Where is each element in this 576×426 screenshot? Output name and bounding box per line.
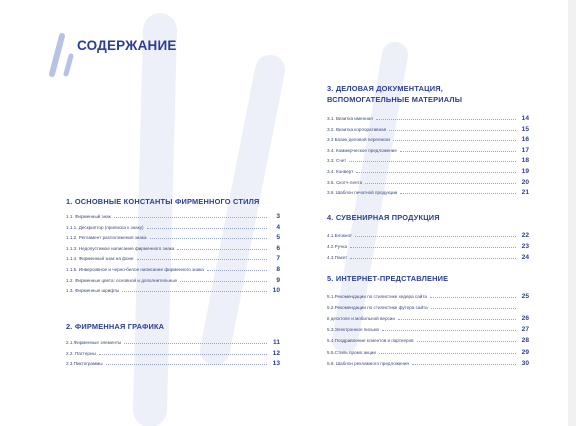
toc-entry-page-number: 22 <box>521 232 529 239</box>
toc-entry-page-number: 28 <box>521 337 529 345</box>
dot-leader <box>180 281 267 282</box>
toc-entry-page-number: 18 <box>521 157 529 165</box>
toc-entry[interactable] <box>327 176 529 186</box>
toc-entry-page-number: 3 <box>276 213 280 220</box>
toc-entry-label: 5.4.Поздравление клиентов и партнеров <box>327 338 414 344</box>
toc-entry[interactable] <box>66 263 280 273</box>
toc-entry-page-number: 15 <box>521 125 529 133</box>
toc-entry-page-number: 13 <box>272 360 280 368</box>
toc-entry-page-number: 8 <box>276 266 280 273</box>
toc-entry-label: 5.5.Стиль промо акции <box>327 349 376 355</box>
toc-entry-page-number: 5 <box>276 234 280 242</box>
toc-entry-label: 2.2. Паттерны <box>66 350 96 356</box>
toc-entry[interactable] <box>66 252 280 262</box>
toc-entry-page-number: 25 <box>521 293 529 300</box>
dot-leader <box>398 319 516 320</box>
toc-entry[interactable] <box>327 144 529 154</box>
toc-entry[interactable] <box>66 274 280 284</box>
toc-entry-label: 3.4. Коммерческое предложение <box>327 147 397 153</box>
toc-entry[interactable] <box>66 336 280 346</box>
toc-entry-page-number: 17 <box>521 146 529 154</box>
toc-entry[interactable] <box>327 290 529 300</box>
toc-entry-label: 1.3. Фирменные шрифты <box>66 288 120 294</box>
toc-entry[interactable] <box>327 301 529 311</box>
toc-entry-label: 1.1. Фирменный знак <box>66 214 111 219</box>
dot-leader <box>137 259 267 260</box>
toc-entry[interactable] <box>66 347 280 357</box>
toc-entry-page-number: 14 <box>521 115 529 122</box>
dot-leader <box>147 228 267 229</box>
toc-entry-page-number: 21 <box>521 189 529 197</box>
dot-leader <box>207 270 267 271</box>
dot-leader <box>417 341 516 342</box>
toc-entry[interactable] <box>327 154 529 164</box>
toc-entry-label: 5.3.Электронное письмо <box>327 327 380 333</box>
dot-leader <box>389 130 516 131</box>
toc-entry-label: 4.2.Ручка <box>327 244 348 250</box>
toc-entry-page-number: 7 <box>276 255 280 263</box>
dot-leader <box>431 308 516 309</box>
dot-leader <box>376 119 516 120</box>
toc-entry-page-number: 12 <box>272 349 280 357</box>
toc-entry-label: 1.1.1. Дескриптор (приписка к знаку) <box>66 224 144 230</box>
dot-leader <box>177 249 267 250</box>
toc-entry-label: 2.1.Фирменные элементы <box>66 340 122 345</box>
dot-leader <box>106 364 267 365</box>
dot-leader <box>150 238 267 239</box>
toc-entry[interactable] <box>327 312 529 322</box>
toc-section-2 <box>66 321 280 368</box>
dot-leader <box>400 193 516 194</box>
toc-entry-page-number: 30 <box>521 359 529 367</box>
dot-leader <box>350 258 516 259</box>
toc-entry[interactable] <box>327 334 529 344</box>
toc-entry[interactable] <box>327 346 529 356</box>
toc-entry[interactable] <box>66 231 280 241</box>
section-heading-line2: ВСПОМОГАТЕЛЬНЫЕ МАТЕРИАЛЫ <box>327 95 463 104</box>
toc-entry-label: 3.6. Шаблон печатной продукции <box>327 190 398 196</box>
toc-entry[interactable] <box>66 221 280 231</box>
toc-entry-label: 3.1. Визитка именная <box>327 116 373 121</box>
dot-leader <box>400 151 516 152</box>
toc-entry-page-number: 20 <box>521 178 529 186</box>
toc-entry-page-number: 19 <box>521 168 529 175</box>
toc-entry-label: 2.3.Пиктограммы <box>66 361 103 367</box>
toc-entry-label: 1.1.5. Инверсивное и черно-белое написание фирменного знака <box>66 267 204 272</box>
toc-entry[interactable] <box>66 357 280 367</box>
dot-leader <box>356 172 516 173</box>
dot-leader <box>99 354 267 355</box>
dot-leader <box>355 236 516 237</box>
toc-entry[interactable] <box>327 112 529 122</box>
toc-entry-label: 5.6. Шаблон рекламного предложения <box>327 360 409 366</box>
section-heading: 3. ДЕЛОВАЯ ДОКУМЕНТАЦИЯ, <box>327 84 444 93</box>
toc-section-1 <box>66 196 280 295</box>
toc-entry-page-number: 24 <box>521 254 529 262</box>
toc-section-5 <box>327 273 529 367</box>
toc-entry-label: 1.2. Фирменные цвета: основной и дополнительные <box>66 277 178 283</box>
dot-leader <box>430 297 516 298</box>
toc-entry[interactable] <box>66 284 280 294</box>
toc-entry-label: 4.3.Пакет <box>327 255 348 261</box>
dot-leader <box>114 217 267 218</box>
dot-leader <box>382 330 516 331</box>
toc-entry-label: 3.5. Скотч-лента <box>327 179 363 185</box>
toc-entry[interactable] <box>327 251 529 261</box>
dot-leader <box>379 353 516 354</box>
toc-entry-page-number: 4 <box>276 223 280 231</box>
toc-entry[interactable] <box>66 210 280 220</box>
section-heading: 5. ИНТЕРНЕТ-ПРЕДСТАВЛЕНИЕ <box>327 274 449 283</box>
toc-entry-label: 3.4. Конверт <box>327 169 354 174</box>
toc-entry-page-number: 9 <box>276 276 280 284</box>
toc-entry[interactable] <box>66 242 280 252</box>
dot-leader <box>122 291 267 292</box>
toc-entry[interactable] <box>327 323 529 333</box>
toc-entry[interactable] <box>327 165 529 175</box>
toc-entry-label: 5.2.Рекомендации по стилистике футера сайта <box>327 305 428 311</box>
toc-entry-page-number: 10 <box>272 287 280 295</box>
toc-entry-page-number: 29 <box>521 348 529 356</box>
toc-entry[interactable] <box>327 123 529 133</box>
toc-entry[interactable] <box>327 357 529 367</box>
toc-entry-label: 1.1.3. Недопустимое написание фирменного знака <box>66 245 175 251</box>
toc-entry-label: 1.1.2. Регламент расположения знака <box>66 235 147 241</box>
toc-entry-page-number: 23 <box>521 243 529 251</box>
toc-entry-label: 1.1.4. Фирменный знак на фоне <box>66 256 134 262</box>
toc-entry-label: в десктопе и мобильной версии <box>327 316 395 322</box>
toc-entry[interactable] <box>327 240 529 250</box>
logo-mark-stripes <box>52 36 71 74</box>
dot-leader <box>412 364 516 365</box>
toc-section-4 <box>327 212 529 262</box>
dot-leader <box>349 161 516 162</box>
toc-entry-page-number: 11 <box>273 339 280 346</box>
toc-entry-page-number: 26 <box>521 315 529 323</box>
toc-entry-label: 5.1.Рекомендации по стилистике хедера сайта <box>327 294 427 299</box>
section-heading: 4. СУВЕНИРНАЯ ПРОДУКЦИЯ <box>327 213 440 222</box>
section-heading: 1. ОСНОВНЫЕ КОНСТАНТЫ ФИРМЕННОГО СТИЛЯ <box>66 197 260 206</box>
toc-entry-label: 4.1.Блокнот <box>327 233 353 238</box>
page-title: СОДЕРЖАНИЕ <box>77 38 177 53</box>
toc-entry-label: 3.2. Визитка корпоративная <box>327 126 387 132</box>
toc-entry[interactable] <box>327 229 529 239</box>
section-heading: 2. ФИРМЕННАЯ ГРАФИКА <box>66 322 165 331</box>
toc-section-3 <box>327 83 529 197</box>
toc-entry-label: 3.3. Счет <box>327 158 347 164</box>
toc-entry[interactable] <box>327 133 529 143</box>
dot-leader <box>365 183 516 184</box>
toc-entry-page-number: 27 <box>521 326 529 334</box>
dot-leader <box>124 343 267 344</box>
toc-entry-page-number: 16 <box>521 136 529 144</box>
dot-leader <box>350 247 516 248</box>
toc-entry-label: 3.3 Бланк деловой переписки <box>327 137 390 143</box>
dot-leader <box>393 140 516 141</box>
toc-entry-page-number: 6 <box>276 244 280 252</box>
toc-entry[interactable] <box>327 186 529 196</box>
